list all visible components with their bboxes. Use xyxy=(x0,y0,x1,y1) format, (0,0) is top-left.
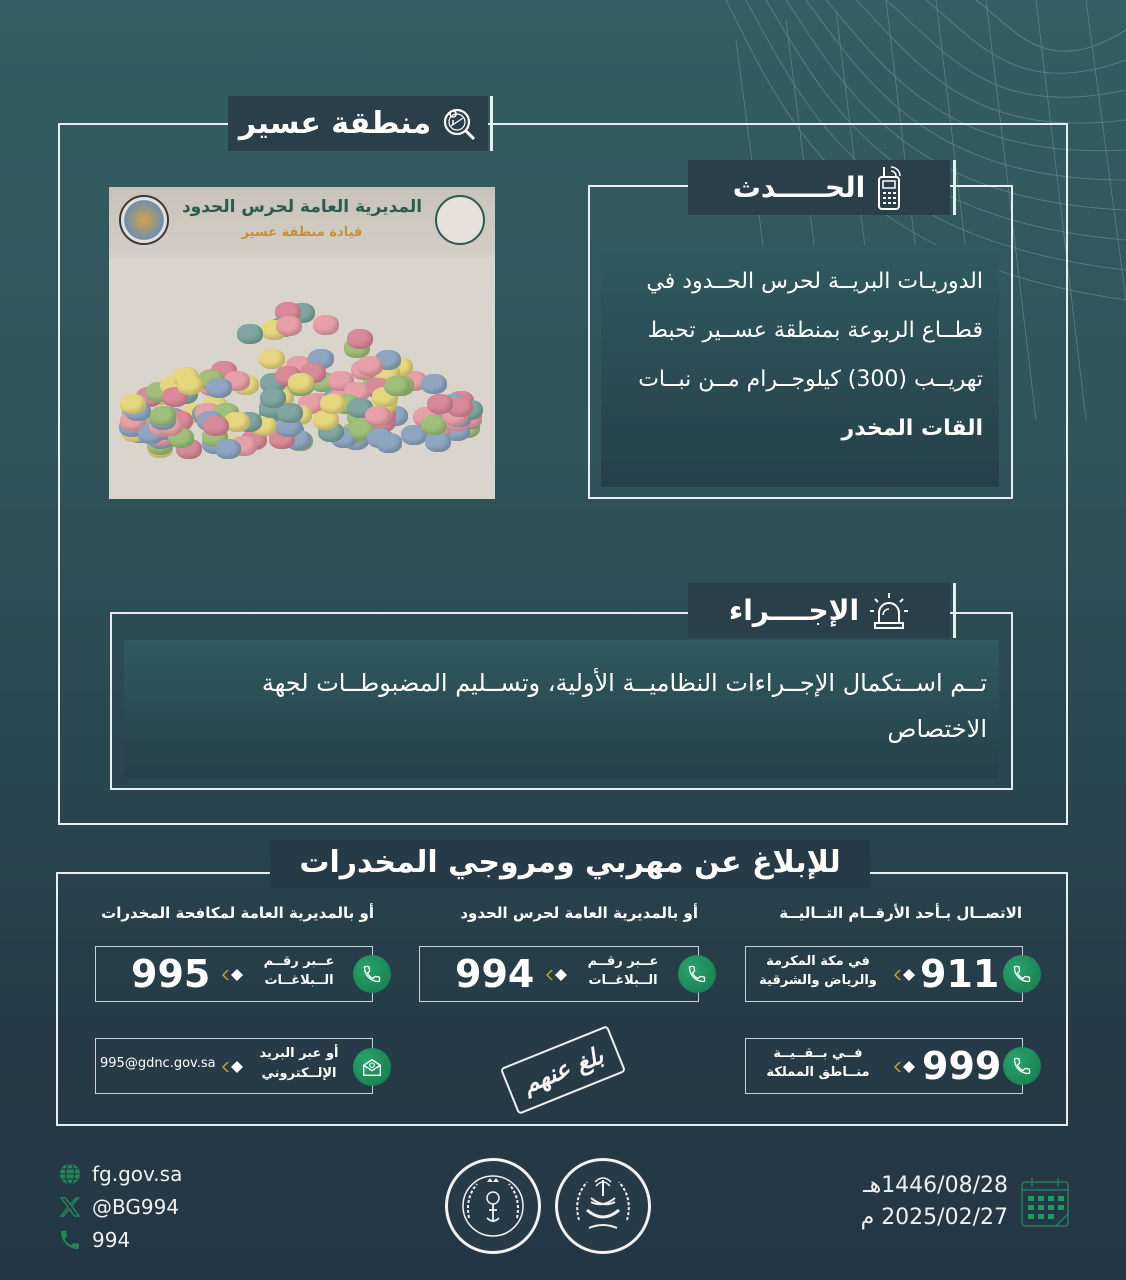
desc-line: والرياض والشرقية xyxy=(759,973,877,988)
footer-phone-row[interactable] xyxy=(58,1228,130,1252)
footer-phone-number[interactable]: 994 xyxy=(92,1228,131,1252)
siren-icon xyxy=(869,591,909,631)
bundle xyxy=(150,406,176,426)
action-label xyxy=(688,583,950,638)
desc-line: فــي بــقــيــة xyxy=(773,1046,863,1061)
bundle xyxy=(376,433,402,453)
bundle xyxy=(347,329,373,349)
ministry-interior-emblem xyxy=(555,1158,651,1254)
chevron-diamond-icon xyxy=(892,968,918,982)
bundle xyxy=(177,375,203,395)
column-title-hotlines: الاتصــال بـأحد الأرقــام التــاليــة xyxy=(779,904,1022,922)
event-line-2: قطــاع الربوعة بمنطقة عســير تحبط xyxy=(647,318,983,343)
bundle xyxy=(313,315,339,335)
desc-line: عــبر رقــم xyxy=(263,954,335,969)
event-label xyxy=(688,160,950,215)
action-text-panel xyxy=(124,640,999,778)
bundle xyxy=(357,356,383,376)
phone-icon xyxy=(1003,1047,1041,1085)
hotline-number-995[interactable]: 995 xyxy=(131,952,211,996)
bundle xyxy=(120,394,146,414)
bundle xyxy=(276,316,302,336)
hotline-number-911[interactable]: 911 xyxy=(920,952,1000,996)
desc-line: الــبلاغــات xyxy=(588,973,658,988)
bundle xyxy=(384,376,410,396)
event-text-panel xyxy=(601,245,999,487)
calendar-icon xyxy=(1020,1176,1070,1228)
desc-line: الــبلاغــات xyxy=(264,973,334,988)
twitter-handle[interactable]: @BG994 xyxy=(92,1195,180,1219)
walkie-talkie-icon xyxy=(875,165,905,211)
email-desc xyxy=(250,1044,348,1084)
border-guard-emblem xyxy=(445,1158,541,1254)
desc-line: منــاطق المملكة xyxy=(766,1065,870,1080)
hotline-desc-994 xyxy=(576,952,670,990)
photo-header-subtitle: قيادة منطقة عسير xyxy=(241,225,363,240)
report-title: للإبلاغ عن مهربي ومروجي المخدرات xyxy=(270,840,870,888)
event-label-bar xyxy=(953,160,956,215)
globe-icon xyxy=(58,1162,82,1186)
hotline-number-994[interactable]: 994 xyxy=(455,952,535,996)
stamp-text: بلغ عنهم xyxy=(518,1041,608,1099)
saudi-emblem-icon xyxy=(435,195,485,245)
bundle xyxy=(237,324,263,344)
bundle xyxy=(425,432,451,452)
hotline-desc-995 xyxy=(252,952,346,990)
website-text[interactable]: fg.gov.sa xyxy=(92,1162,183,1186)
seizure-photo xyxy=(109,187,495,499)
x-logo-icon xyxy=(58,1195,82,1219)
hotline-number-999[interactable]: 999 xyxy=(922,1044,1002,1088)
hotline-desc-999 xyxy=(752,1044,884,1082)
bundle xyxy=(320,394,346,414)
event-line-3: تهريــب (300) كيلوجــرام مــن نبــات xyxy=(638,367,983,392)
map-search-icon xyxy=(441,106,477,142)
phone-icon xyxy=(353,955,391,993)
column-title-border-guard: أو بالمديرية العامة لحرس الحدود xyxy=(460,904,698,922)
event-bold-line: القات المخدر xyxy=(841,416,983,441)
bundle xyxy=(421,374,447,394)
region-label-bar xyxy=(490,96,493,151)
action-line-2: الاختصاص xyxy=(887,715,987,743)
bundle xyxy=(215,439,241,459)
date-gregorian: 2025/02/27 م xyxy=(860,1205,1008,1230)
region-title: منطقة عسير xyxy=(238,106,432,141)
phone-icon xyxy=(58,1228,82,1252)
chevron-diamond-icon xyxy=(220,1060,246,1074)
phone-icon xyxy=(1003,955,1041,993)
bundle xyxy=(365,406,391,426)
photo-header-title: المديرية العامة لحرس الحدود xyxy=(181,197,423,217)
khat-bundles-pile xyxy=(119,289,485,459)
chevron-diamond-icon xyxy=(544,968,570,982)
desc-line: أو عبر البريد xyxy=(259,1046,339,1061)
bundle xyxy=(260,388,286,408)
chevron-diamond-icon xyxy=(220,968,246,982)
twitter-row[interactable] xyxy=(58,1195,179,1219)
desc-line: عــبر رقــم xyxy=(587,954,659,969)
region-label xyxy=(228,96,488,151)
event-line-1: الدوريـات البريــة لحرس الحــدود في xyxy=(646,269,983,294)
website-row[interactable] xyxy=(58,1162,182,1186)
email-address[interactable]: 995@gdnc.gov.sa xyxy=(100,1056,216,1071)
border-guard-emblem-icon xyxy=(119,195,169,245)
phone-icon xyxy=(678,955,716,993)
bundle xyxy=(288,373,314,393)
hotline-desc-911 xyxy=(752,952,884,990)
action-label-text: الإجــــراء xyxy=(728,594,860,627)
chevron-diamond-icon xyxy=(892,1060,918,1074)
date-hijri: 1446/08/28هـ xyxy=(863,1173,1008,1198)
photo-header xyxy=(109,187,495,257)
bundle xyxy=(203,416,229,436)
desc-line: الإلــكتروني xyxy=(261,1066,337,1081)
event-label-text: الحـــــدث xyxy=(732,171,866,204)
bundle xyxy=(206,378,232,398)
column-title-narcotics: أو بالمديرية العامة لمكافحة المخدرات xyxy=(101,904,374,922)
email-icon xyxy=(353,1048,391,1086)
bundle xyxy=(427,394,453,414)
action-line-1: تــم اســتكمال الإجــراءات النظاميــة الأولية، وتســليم المضبوطــات لجهة xyxy=(261,669,987,697)
action-label-bar xyxy=(953,583,956,638)
desc-line: في مكة المكرمة xyxy=(766,954,870,969)
